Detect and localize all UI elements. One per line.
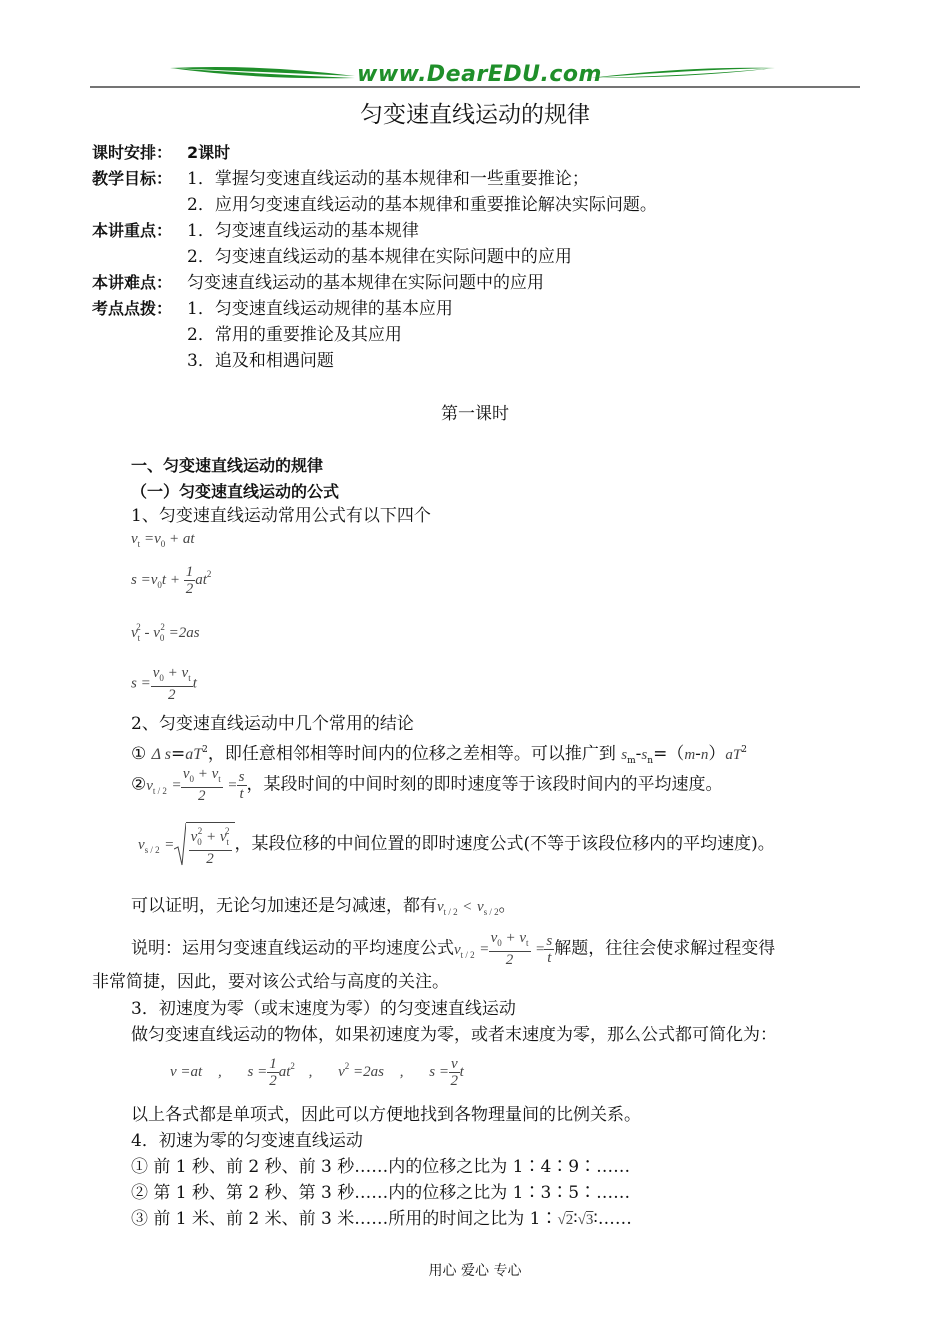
ratio-3-text: ③ 前 1 米、前 2 米、前 3 米……所用的时间之比为 1∶: [131, 1209, 558, 1229]
meta-row: [92, 220, 419, 242]
note-pre: 说明：运用匀变速直线运动的平均速度公式: [131, 938, 454, 959]
page-footer: 用心 爱心 专心: [428, 1263, 522, 1279]
meta-label: 课时安排：: [92, 143, 173, 162]
formula-displacement: $s =v_0t$ + $\frac{1}{2}$ $at^2$: [131, 564, 212, 597]
ratio-1: ① 前 1 秒、前 2 秒、前 3 秒……内的位移之比为 1∶4∶9∶……: [131, 1157, 631, 1177]
formula-average: s = $\frac{v_0 + v_t}{2}$ t: [131, 665, 197, 703]
meta-label: 考点点拨：: [92, 299, 173, 318]
conclusion-1: ① Δ $s=aT^2$，即任意相邻相等时间内的位移之差相等。可以推广到 $s_m-s_n=(m-n)aT^2$: [131, 744, 747, 766]
conclusion-1-text: ，即任意相邻相等时间内的位移之差相等。可以推广到: [207, 744, 616, 764]
meta-row: [92, 168, 589, 190]
item-1-text: 1、匀变速直线运动常用公式有以下四个: [131, 506, 431, 526]
meta-row: [92, 246, 572, 268]
item-3-text: 3．初速度为零（或末速度为零）的匀变速直线运动: [131, 999, 516, 1019]
conclusion-3: $v_{s / 2}$ = $\frac{v_0^2 + v_t^2}{2}$ ，某段位移的中间位置的即时速度公式(不等于该段位移内的平均速度)。: [138, 822, 775, 867]
meta-value: 3．追及和相遇问题: [187, 351, 334, 371]
ratio-3-end: ∶……: [593, 1209, 632, 1229]
header-logo: [90, 62, 860, 92]
lesson-label: 第一课时: [441, 404, 509, 424]
meta-value: 2．常用的重要推论及其应用: [187, 325, 402, 345]
meta-label: 教学目标：: [92, 169, 173, 188]
conclusion-3-text: ，某段位移的中间位置的即时速度公式(不等于该段位移内的平均速度)。: [234, 834, 775, 854]
ratio-2: ② 第 1 秒、第 2 秒、第 3 秒……内的位移之比为 1∶3∶5∶……: [131, 1183, 631, 1203]
meta-value: 2课时: [187, 143, 231, 162]
page-title: 匀变速直线运动的规律: [360, 102, 590, 128]
note-line-1: 说明：运用匀变速直线运动的平均速度公式$v_{t / 2}$ = $\frac{v_0 + v_t}{2}$ = $\frac{s}{t}$ 解题，往往会使求解过程变得: [131, 930, 776, 968]
logo-text: www.DearEDU.com: [357, 62, 602, 87]
meta-label: 本讲难点：: [92, 273, 173, 292]
sqrt-sign-graphic: [174, 823, 186, 867]
meta-value: 1．掌握匀变速直线运动的基本规律和一些重要推论；: [187, 169, 589, 189]
conclusion-2-text: ，某段时间的中间时刻的即时速度等于该段时间内的平均速度。: [246, 774, 723, 795]
conclusion-2: $②v_{t / 2}$ = $\frac{v_0 + v_t}{2}$ = $\frac{s}{t}$ ，某段时间的中间时刻的即时速度等于该段时间内的平均速度。: [131, 766, 723, 804]
meta-label: 本讲重点：: [92, 221, 173, 240]
meta-row: [92, 324, 402, 346]
item-3-note: 以上各式都是单项式，因此可以方便地找到各物理量间的比例关系。: [131, 1105, 641, 1125]
item-3-desc: 做匀变速直线运动的物体，如果初速度为零，或者末速度为零，那么公式都可简化为：: [131, 1025, 777, 1045]
meta-value: 2．应用匀变速直线运动的基本规律和重要推论解决实际问题。: [187, 195, 657, 215]
proof-text: 可以证明，无论匀加速还是匀减速，都有: [131, 896, 437, 916]
meta-value: 1．匀变速直线运动的基本规律: [187, 221, 419, 241]
meta-row: [92, 194, 657, 216]
subsection-heading: （一）匀变速直线运动的公式: [131, 482, 340, 501]
proof-end: 。: [498, 896, 516, 916]
proof-line: 可以证明，无论匀加速还是匀减速，都有$v_{t / 2} < v_{s / 2}$。: [131, 896, 516, 917]
ratio-3: ③ 前 1 米、前 2 米、前 3 米……所用的时间之比为 1∶√2∶√3∶……: [131, 1209, 632, 1229]
formula-velocity: $v_t =v_0$ + at: [131, 531, 195, 549]
simplified-formulas: v =at , s = $\frac{1}{2}$ $at^2$ , $v^2 =2as$ , s = $\frac{v}{2}$ t: [170, 1056, 464, 1089]
note-post: 解题，往往会使求解过程变得: [554, 938, 776, 959]
ratio-3-sep: ∶: [573, 1209, 578, 1229]
meta-row: [92, 350, 334, 372]
item-2-text: 2、匀变速直线运动中几个常用的结论: [131, 714, 414, 734]
meta-value: 匀变速直线运动的基本规律在实际问题中的应用: [187, 273, 544, 293]
item-4-text: 4．初速为零的匀变速直线运动: [131, 1131, 363, 1151]
meta-value: 1．匀变速直线运动规律的基本应用: [187, 299, 453, 319]
meta-value: 2．匀变速直线运动的基本规律在实际问题中的应用: [187, 247, 572, 267]
meta-row: [92, 272, 544, 294]
note-line-2: 非常简捷，因此，要对该公式给与高度的关注。: [92, 972, 449, 992]
section-heading: 一、匀变速直线运动的规律: [131, 456, 324, 475]
meta-row: [92, 298, 453, 320]
formula-velocity-squared: $v_t^2 - v_0^2 =2as$: [131, 622, 200, 643]
meta-row: [92, 142, 230, 164]
